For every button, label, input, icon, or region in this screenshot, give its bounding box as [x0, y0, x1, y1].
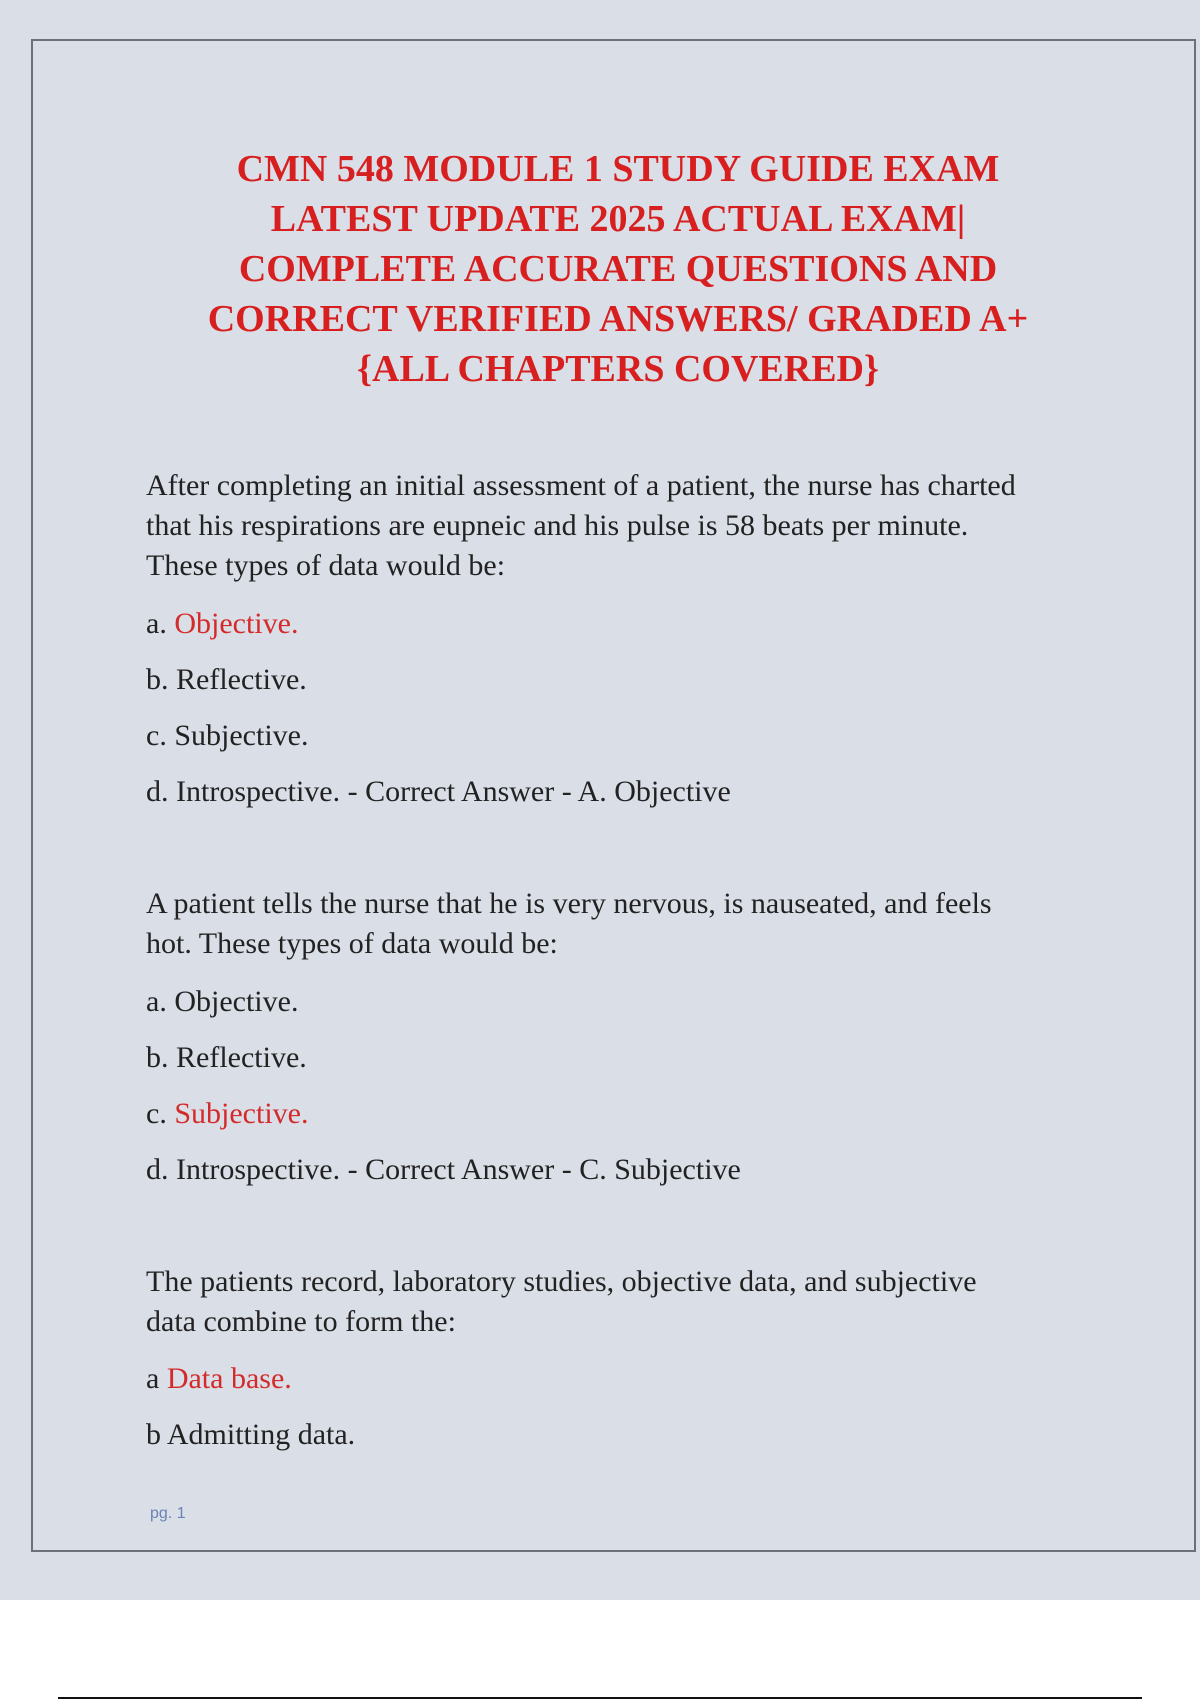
document-title	[120, 144, 1116, 394]
question-2-option-b: b. Reflective.	[146, 1041, 307, 1074]
question-1-option-d: d. Introspective. - Correct Answer - A. Objective	[146, 775, 731, 808]
title-line: COMPLETE ACCURATE QUESTIONS AND	[238, 248, 998, 290]
question-2-option-a: a. Objective.	[146, 985, 299, 1018]
correct-answer-note: - Correct Answer - A. Objective	[340, 775, 731, 808]
question-2-option-d: d. Introspective. - Correct Answer - C. Subjective	[146, 1153, 741, 1186]
page-number: pg. 1	[150, 1505, 186, 1522]
title-line: {ALL CHAPTERS COVERED}	[357, 348, 879, 390]
question-1-option-c: c. Subjective.	[146, 719, 309, 752]
question-1-text: After completing an initial assessment of a patient, the nurse has charted that his respirations are eupneic and his pulse is 58 beats per minute. These types of data would be:	[146, 469, 1016, 582]
title-line: CMN 548 MODULE 1 STUDY GUIDE EXAM	[236, 148, 1000, 190]
highlighted-answer: Data base.	[166, 1362, 292, 1395]
question-3-option-a: a Data base.	[146, 1362, 292, 1395]
question-3-text: The patients record, laboratory studies, objective data, and subjective data combine to form the:	[146, 1265, 977, 1338]
question-1-option-b: b. Reflective.	[146, 663, 307, 696]
title-line: LATEST UPDATE 2025 ACTUAL EXAM|	[270, 198, 966, 240]
question-2-option-c: c. Subjective.	[146, 1097, 309, 1130]
title-line: CORRECT VERIFIED ANSWERS/ GRADED A+	[207, 298, 1029, 340]
question-2-text: A patient tells the nurse that he is very nervous, is nauseated, and feels hot. These types of data would be:	[146, 887, 992, 960]
correct-answer-note: - Correct Answer - C. Subjective	[340, 1153, 741, 1186]
question-1-option-a: a. Objective.	[146, 607, 299, 640]
bottom-divider	[58, 1697, 1142, 1699]
highlighted-answer: Subjective.	[174, 1097, 309, 1130]
question-3-option-b: b Admitting data.	[146, 1418, 356, 1451]
highlighted-answer: Objective.	[174, 607, 299, 640]
